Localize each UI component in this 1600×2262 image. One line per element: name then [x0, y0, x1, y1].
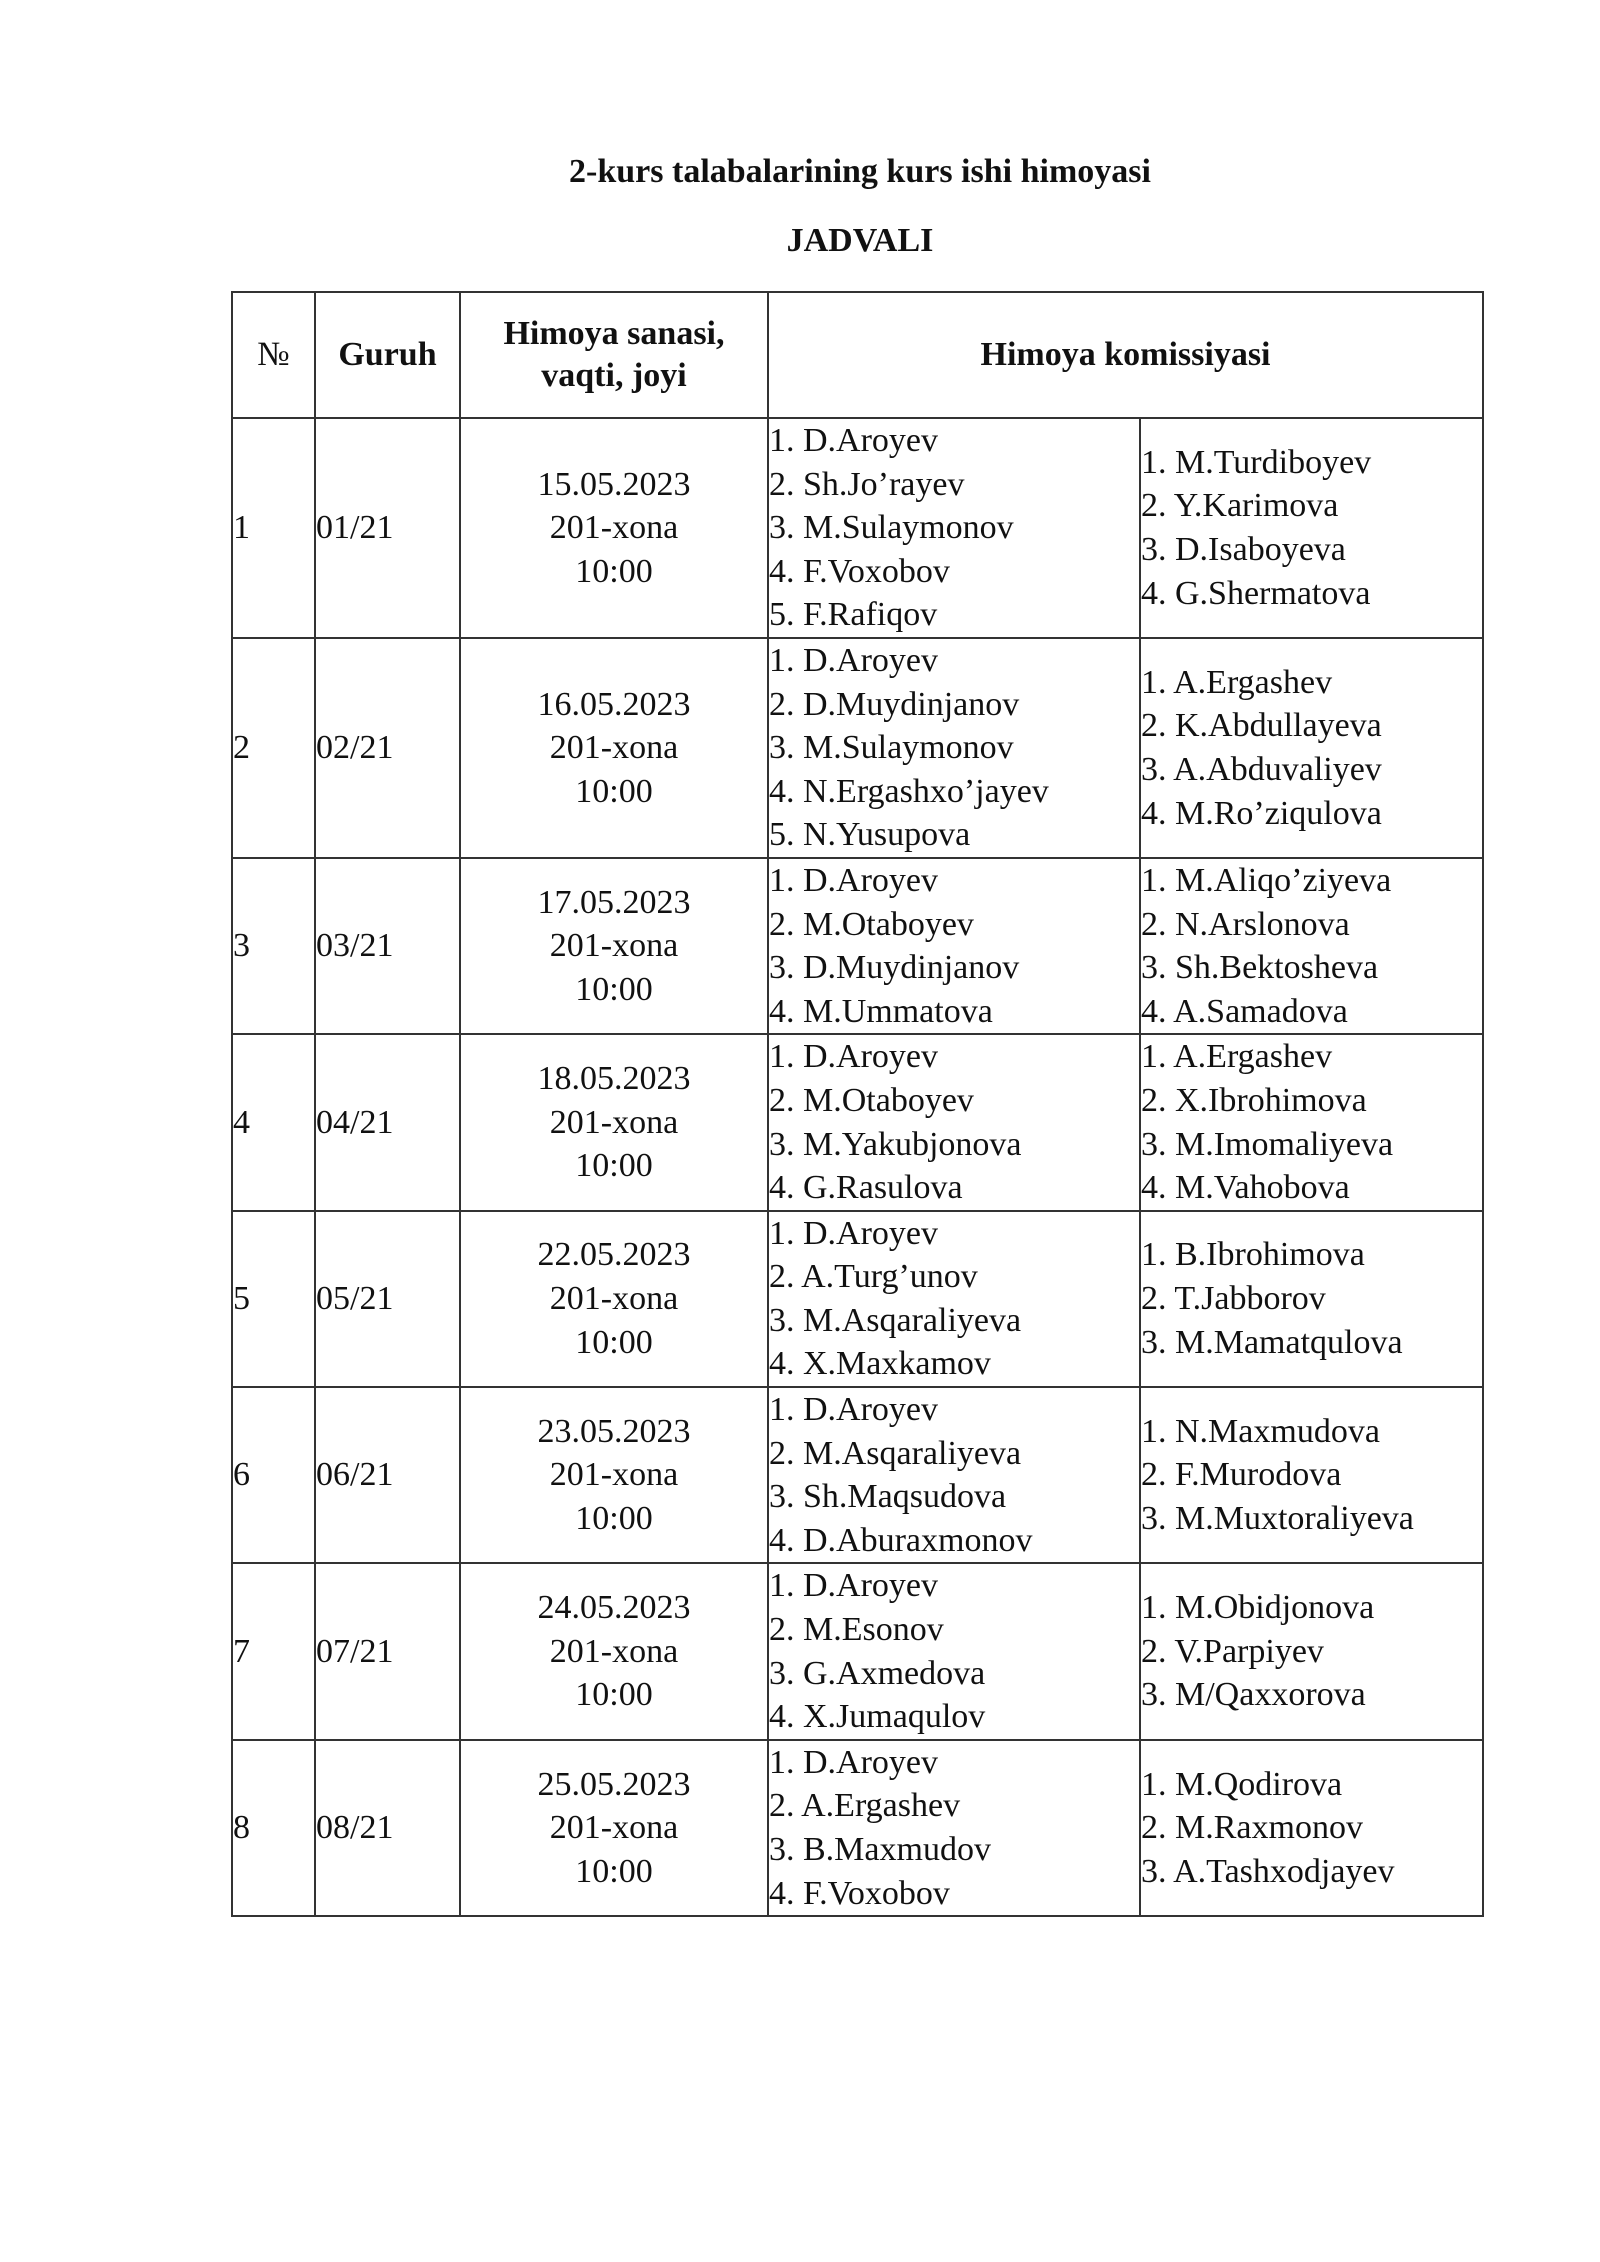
list-item: 1. B.Ibrohimova — [1141, 1236, 1365, 1274]
row-group: 02/21 — [315, 638, 460, 858]
list-item: 4. D.Aburaxmonov — [769, 1521, 1033, 1559]
row-date: 24.05.2023 — [537, 1589, 691, 1627]
list-item: 4. X.Maxkamov — [769, 1345, 991, 1383]
row-date: 16.05.2023 — [537, 685, 691, 723]
row-time: 10:00 — [575, 772, 653, 810]
commission-list-a — [768, 1563, 1140, 1739]
member-list — [769, 1564, 1139, 1738]
row-date-time-place — [460, 1740, 768, 1916]
list-item: 1. D.Aroyev — [769, 1567, 939, 1605]
list-item: 2. T.Jabborov — [1141, 1280, 1326, 1318]
commission-list-a — [768, 858, 1140, 1034]
list-item: 1. M.Aliqo’ziyeva — [1141, 861, 1392, 899]
list-item: 3. D.Muydinjanov — [769, 949, 1020, 987]
list-item: 3. M.Mamatqulova — [1141, 1323, 1403, 1361]
row-date-time-place — [460, 638, 768, 858]
list-item: 3. B.Maxmudov — [769, 1831, 991, 1868]
list-item: 4. M.Ummatova — [769, 992, 993, 1030]
list-item: 4. M.Vahobova — [1141, 1169, 1350, 1207]
row-date: 18.05.2023 — [537, 1060, 691, 1098]
list-item: 4. G.Rasulova — [769, 1169, 963, 1207]
row-room: 201-xona — [549, 1103, 679, 1141]
list-item: 1. D.Aroyev — [769, 422, 939, 459]
row-time: 10:00 — [575, 970, 653, 1008]
list-item: 3. A.Tashxodjayev — [1141, 1852, 1395, 1890]
list-item: 3. A.Abduvaliyev — [1141, 750, 1382, 788]
commission-list-b — [1140, 418, 1483, 638]
row-group: 07/21 — [315, 1563, 460, 1739]
list-item: 3. D.Isaboyeva — [1141, 530, 1346, 568]
list-item: 3. M.Muxtoraliyeva — [1141, 1500, 1414, 1538]
list-item: 3. M.Yakubjonova — [769, 1125, 1022, 1163]
row-date-time-place — [460, 1387, 768, 1563]
member-list — [1141, 1410, 1482, 1541]
row-room: 201-xona — [549, 927, 679, 965]
list-item: 4. F.Voxobov — [769, 552, 950, 590]
list-item: 2. F.Murodova — [1141, 1456, 1342, 1494]
list-item: 3. Sh.Maqsudova — [769, 1478, 1007, 1516]
header-date-time-place — [460, 292, 768, 418]
row-date-time-place — [460, 858, 768, 1034]
header-number: № — [232, 292, 315, 418]
row-date: 23.05.2023 — [537, 1412, 691, 1450]
list-item: 1. M.Qodirova — [1141, 1765, 1343, 1803]
row-date-time-place — [460, 1034, 768, 1210]
list-item: 1. D.Aroyev — [769, 1391, 939, 1429]
table-row — [232, 638, 1483, 858]
list-item: 2. M.Otaboyev — [769, 905, 974, 943]
member-list — [1141, 1763, 1482, 1894]
list-item: 1. N.Maxmudova — [1141, 1412, 1380, 1450]
row-room: 201-xona — [549, 1280, 679, 1318]
list-item: 2. V.Parpiyev — [1141, 1632, 1324, 1670]
list-item: 3. Sh.Bektosheva — [1141, 949, 1379, 987]
list-item: 5. N.Yusupova — [769, 816, 971, 854]
list-item: 2. M.Otaboyev — [769, 1081, 974, 1119]
row-group: 05/21 — [315, 1211, 460, 1387]
list-item: 2. D.Muydinjanov — [769, 685, 1020, 723]
row-date: 22.05.2023 — [537, 1236, 691, 1274]
table-row — [232, 418, 1483, 638]
list-item: 4. X.Jumaqulov — [769, 1698, 986, 1736]
header-commission: Himoya komissiyasi — [768, 292, 1483, 418]
list-item: 1. M.Obidjonova — [1141, 1589, 1375, 1627]
row-time: 10:00 — [575, 1500, 653, 1538]
row-group: 06/21 — [315, 1387, 460, 1563]
member-list — [1141, 441, 1482, 615]
row-number: 3 — [232, 858, 315, 1034]
list-item: 1. A.Ergashev — [1141, 663, 1333, 701]
row-group: 04/21 — [315, 1034, 460, 1210]
row-room: 201-xona — [549, 509, 679, 547]
list-item: 2. A.Ergashev — [769, 1787, 961, 1825]
row-time: 10:00 — [575, 552, 653, 590]
commission-list-b — [1140, 1387, 1483, 1563]
header-group: Guruh — [315, 292, 460, 418]
commission-list-b — [1140, 1563, 1483, 1739]
list-item: 2. X.Ibrohimova — [1141, 1081, 1367, 1119]
table-row — [232, 1387, 1483, 1563]
list-item: 2. M.Esonov — [769, 1611, 944, 1649]
list-item: 2. Sh.Jo’rayev — [769, 465, 965, 503]
commission-list-b — [1140, 1740, 1483, 1916]
member-list — [769, 1035, 1139, 1209]
header-date-line2: vaqti, joyi — [541, 357, 687, 394]
list-item: 1. D.Aroyev — [769, 1038, 939, 1076]
list-item: 3. M.Asqaraliyeva — [769, 1301, 1022, 1339]
list-item: 1. D.Aroyev — [769, 1214, 939, 1252]
list-item: 2. N.Arslonova — [1141, 905, 1350, 943]
row-number: 6 — [232, 1387, 315, 1563]
commission-list-a — [768, 418, 1140, 638]
table-row — [232, 1211, 1483, 1387]
row-room: 201-xona — [549, 1632, 679, 1670]
list-item: 4. F.Voxobov — [769, 1874, 950, 1912]
member-list — [1141, 1035, 1482, 1209]
commission-list-b — [1140, 858, 1483, 1034]
row-date-time-place — [460, 418, 768, 638]
row-group: 08/21 — [315, 1740, 460, 1916]
list-item: 1. D.Aroyev — [769, 861, 939, 899]
table-row — [232, 1740, 1483, 1916]
list-item: 3. M.Imomaliyeva — [1141, 1125, 1394, 1163]
row-number: 2 — [232, 638, 315, 858]
row-number: 7 — [232, 1563, 315, 1739]
row-date-time-place — [460, 1211, 768, 1387]
commission-list-a — [768, 1740, 1140, 1916]
member-list — [769, 419, 1139, 637]
commission-list-b — [1140, 1034, 1483, 1210]
list-item: 1. D.Aroyev — [769, 1743, 939, 1781]
list-item: 4. M.Ro’ziqulova — [1141, 794, 1382, 832]
row-date: 25.05.2023 — [537, 1765, 691, 1803]
row-time: 10:00 — [575, 1147, 653, 1185]
row-room: 201-xona — [549, 1456, 679, 1494]
row-date: 17.05.2023 — [537, 883, 691, 921]
list-item: 3. M/Qaxxorova — [1141, 1676, 1366, 1714]
table-row — [232, 1563, 1483, 1739]
commission-list-a — [768, 1211, 1140, 1387]
commission-list-a — [768, 638, 1140, 858]
list-item: 3. G.Axmedova — [769, 1654, 986, 1692]
row-room: 201-xona — [549, 1809, 679, 1847]
list-item: 2. M.Raxmonov — [1141, 1809, 1363, 1847]
list-item: 4. N.Ergashxo’jayev — [769, 772, 1049, 810]
table-row — [232, 858, 1483, 1034]
row-time: 10:00 — [575, 1852, 653, 1890]
row-date: 15.05.2023 — [537, 465, 691, 503]
row-group: 03/21 — [315, 858, 460, 1034]
list-item: 1. A.Ergashev — [1141, 1038, 1333, 1076]
row-time: 10:00 — [575, 1323, 653, 1361]
row-number: 8 — [232, 1740, 315, 1916]
member-list — [769, 1212, 1139, 1386]
document-subtitle: JADVALI — [786, 222, 934, 259]
row-group: 01/21 — [315, 418, 460, 638]
member-list — [1141, 1586, 1482, 1717]
member-list — [1141, 859, 1482, 1033]
list-item: 1. D.Aroyev — [769, 641, 939, 679]
row-number: 4 — [232, 1034, 315, 1210]
row-time: 10:00 — [575, 1676, 653, 1714]
row-number: 5 — [232, 1211, 315, 1387]
row-number: 1 — [232, 418, 315, 638]
member-list — [769, 1741, 1139, 1915]
member-list — [1141, 661, 1482, 835]
list-item: 2. K.Abdullayeva — [1141, 707, 1382, 745]
list-item: 4. G.Shermatova — [1141, 574, 1371, 612]
header-date-line1: Himoya sanasi, — [503, 315, 725, 352]
member-list — [769, 1388, 1139, 1562]
list-item: 3. M.Sulaymonov — [769, 729, 1014, 767]
member-list — [1141, 1233, 1482, 1364]
list-item: 4. A.Samadova — [1141, 992, 1348, 1030]
member-list — [769, 639, 1139, 857]
table-row — [232, 1034, 1483, 1210]
list-item: 1. M.Turdiboyev — [1141, 443, 1372, 481]
list-item: 3. M.Sulaymonov — [769, 509, 1014, 547]
row-room: 201-xona — [549, 729, 679, 767]
commission-list-a — [768, 1387, 1140, 1563]
list-item: 5. F.Rafiqov — [769, 596, 938, 634]
table-header-row — [232, 292, 1483, 418]
list-item: 2. Y.Karimova — [1141, 487, 1339, 525]
row-date-time-place — [460, 1563, 768, 1739]
commission-list-a — [768, 1034, 1140, 1210]
member-list — [769, 859, 1139, 1033]
commission-list-b — [1140, 1211, 1483, 1387]
table-body — [232, 418, 1483, 1916]
document-title: 2-kurs talabalarining kurs ishi himoyasi — [569, 153, 1151, 190]
defense-schedule-table — [231, 291, 1484, 1917]
commission-list-b — [1140, 638, 1483, 858]
list-item: 2. A.Turg’unov — [769, 1258, 978, 1296]
list-item: 2. M.Asqaraliyeva — [769, 1434, 1022, 1472]
